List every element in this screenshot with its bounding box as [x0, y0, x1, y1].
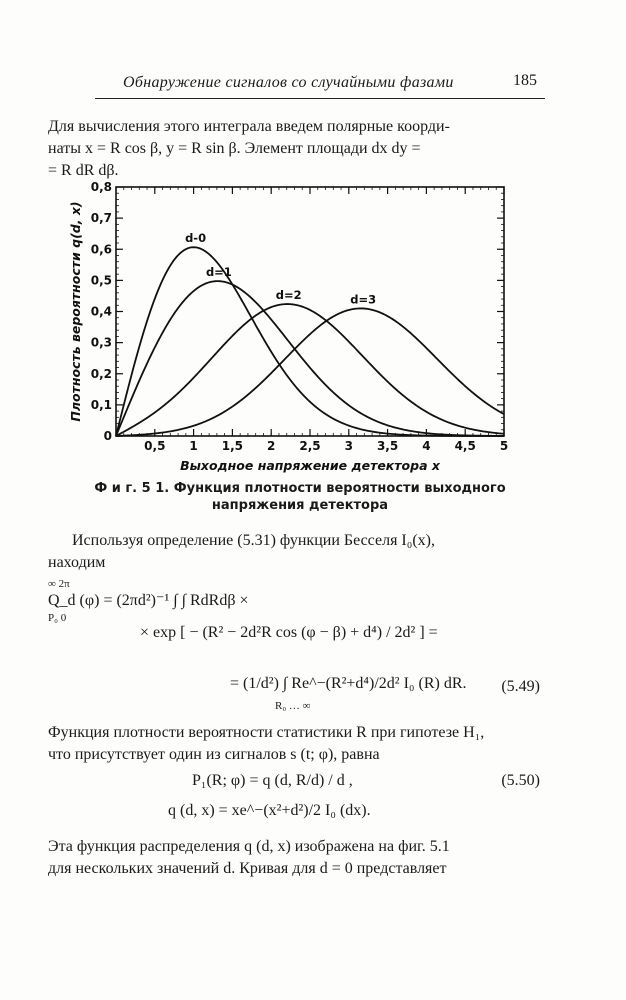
- caption-line-1: Ф и г. 5 1. Функция плотности вероятности выходного: [94, 481, 506, 496]
- caption-line-2: напряжения детектора: [211, 498, 389, 513]
- x-axis-title: Выходное напряжение детектора x: [180, 458, 440, 473]
- intro-paragraph: [48, 116, 540, 182]
- curve-d=3: [116, 308, 504, 436]
- body-paragraph-1: [48, 530, 540, 574]
- running-title: Обнаружение сигналов со случайными фазами: [123, 74, 454, 91]
- y-axis-title: Плотность вероятности q(d, x): [68, 201, 83, 422]
- y-tick-label: 0,7: [90, 211, 112, 226]
- figure-5-1: [62, 180, 522, 480]
- body1-line-2: находим: [48, 554, 106, 571]
- probability-density-chart: [62, 180, 522, 480]
- intro-line-1: Для вычисления этого интеграла введем полярные коорди-: [48, 118, 450, 135]
- equation-5-50-line-2: q (d, x) = xe^−(x²+d²)/2 I₀ (dx).: [168, 802, 371, 819]
- intro-line-3: = R dR dβ.: [48, 162, 119, 179]
- running-header: [95, 70, 545, 99]
- body1-line-1: Используя определение (5.31) функции Бесселя I₀(x),: [72, 532, 435, 549]
- equation-5-49-line-2: × exp [ − (R² − 2d²R cos (φ − β) + d⁴) / 2d² ] =: [140, 624, 438, 641]
- page-number: 185: [513, 72, 537, 89]
- y-tick-label: 0,8: [90, 180, 112, 194]
- y-tick-label: 0,4: [90, 304, 112, 319]
- x-tick-label: 0,5: [144, 439, 166, 453]
- y-tick-label: 0,1: [90, 397, 112, 412]
- body3-line-1: Эта функция распределения q (d, x) изображена на фиг. 5.1: [48, 838, 450, 855]
- series-label-d-0: d-0: [185, 231, 207, 246]
- body3-line-2: для нескольких значений d. Кривая для d = 0 представляет: [48, 860, 447, 877]
- intro-line-2: наты x = R cos β, y = R sin β. Элемент площади dx dy =: [48, 140, 421, 157]
- x-tick-label: 3,5: [376, 439, 399, 453]
- body2-line-1: Функция плотности вероятности статистики R при гипотезе H₁,: [48, 724, 485, 741]
- body2-line-2: что присутствует один из сигналов s (t; φ), равна: [48, 746, 380, 763]
- plot-frame: [116, 187, 504, 436]
- equation-number-5-50: (5.50): [501, 772, 540, 789]
- x-tick-label: 2: [267, 439, 276, 453]
- eq1-integral-limits: R₀ … ∞: [275, 700, 311, 712]
- eq1-upper-limits: ∞ 2π: [48, 578, 70, 590]
- y-tick-label: 0,2: [90, 366, 112, 381]
- eq1-lower-limits: P₀ 0: [48, 612, 67, 624]
- chart-curves: [116, 247, 504, 436]
- x-tick-label: 1: [189, 439, 198, 453]
- y-tick-label: 0,5: [90, 273, 112, 288]
- y-tick-label: 0: [103, 429, 112, 443]
- body-paragraph-3: [48, 836, 540, 880]
- x-tick-label: 4,5: [454, 439, 476, 453]
- curve-d=1: [116, 281, 504, 436]
- equation-5-49-line-1: Q_d (φ) = (2πd²)⁻¹ ∫ ∫ RdRdβ ×: [48, 592, 249, 609]
- equation-5-49-line-3: = (1/d²) ∫ Re^−(R²+d⁴)/2d² I₀ (R) dR.: [230, 675, 467, 692]
- curve-d=2: [116, 304, 504, 436]
- equation-5-50-line-1: P₁(R; φ) = q (d, R/d) / d ,: [192, 772, 353, 789]
- equation-number-5-49: (5.49): [501, 678, 540, 695]
- chart-axes: [116, 187, 504, 436]
- series-label-d=3: d=3: [350, 292, 377, 307]
- x-tick-label: 1,5: [221, 439, 244, 453]
- x-tick-label: 4: [422, 439, 431, 453]
- curve-d-0: [116, 247, 504, 436]
- chart-labels: [68, 180, 508, 473]
- y-tick-label: 0,6: [90, 242, 112, 257]
- x-tick-label: 5: [499, 439, 509, 453]
- x-tick-label: 2,5: [299, 439, 321, 453]
- y-tick-label: 0,3: [90, 335, 112, 350]
- body-paragraph-2: [48, 722, 540, 766]
- figure-caption: [60, 480, 540, 514]
- series-label-d=2: d=2: [275, 288, 302, 303]
- x-tick-label: 3: [344, 439, 353, 453]
- series-label-d=1: d=1: [205, 265, 232, 280]
